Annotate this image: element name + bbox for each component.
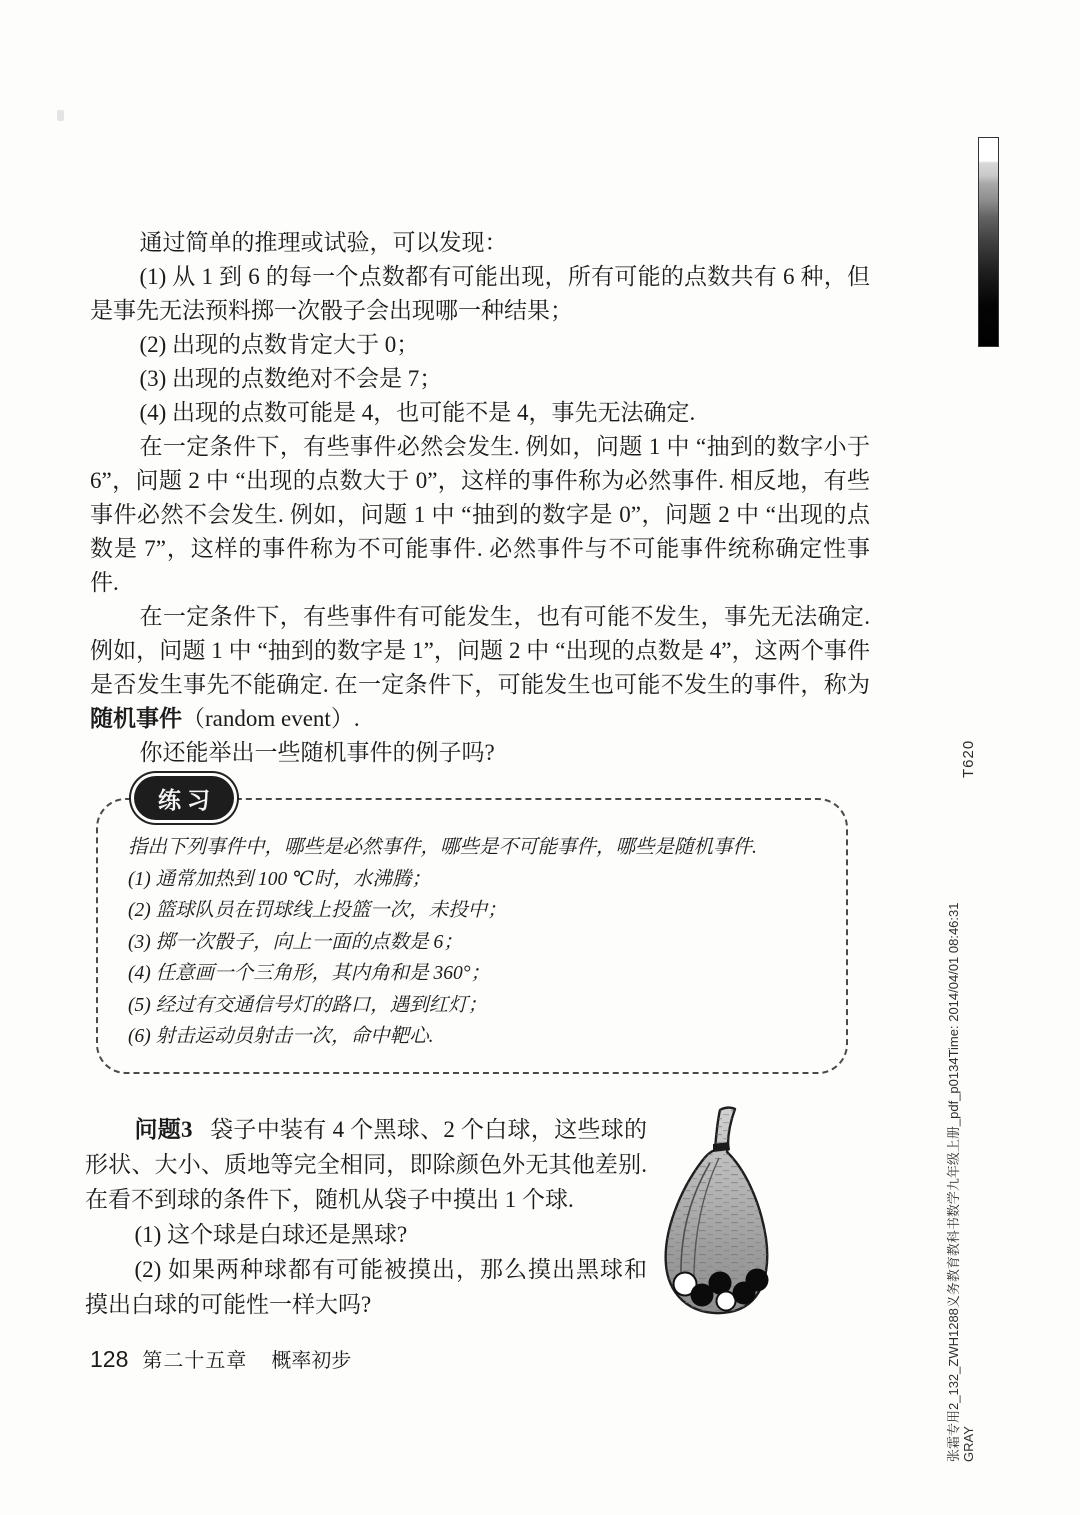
grayscale-calibration-bar: [978, 137, 999, 347]
practice-item-1: (1) 通常加热到 100 ℃时，水沸腾；: [128, 868, 431, 890]
practice-badge: 练习: [134, 776, 234, 820]
practice-content: [98, 800, 846, 1053]
random-events-paragraph: [90, 600, 870, 736]
margin-doc-code: T620: [960, 739, 977, 778]
certain-events-paragraph: 在一定条件下，有些事件必然会发生. 例如，问题 1 中 “抽到的数字小于 6”，问题 2 中 “出现的点数大于 0”，这样的事件称为必然事件. 相反地，有些事件必然不会发生. 例如，问题 1 中 “抽到的数字是 0”，问题 2 中 “出现的点数是 7”，这样的事件称为不可能事件. 必然事件与不可能事件统称确定性事件.: [90, 434, 870, 595]
problem3-label: 问题3: [134, 1117, 193, 1142]
problem3-question-1: (1) 这个球是白球还是黑球?: [134, 1222, 408, 1247]
scan-artifact: [57, 110, 64, 121]
random-paragraph-post: （random event）.: [182, 706, 360, 731]
intro-paragraph: 通过简单的推理或试验，可以发现：: [139, 230, 508, 255]
practice-item-2: (2) 篮球队员在罚球线上投篮一次，未投中；: [128, 900, 507, 921]
random-paragraph-pre: 在一定条件下，有些事件有可能发生，也有可能不发生，事先无法确定. 例如，问题 1 中 “抽到的数字是 1”，问题 2 中 “出现的点数是 4”，这两个事件是否发生事先不能确定. 在一定条件下，可能发生也可能不发生的事件，称为: [90, 604, 870, 697]
closing-question: 你还能举出一些随机事件的例子吗?: [139, 740, 495, 765]
problem3-question-2: (2) 如果两种球都有可能被摸出，那么摸出黑球和摸出白球的可能性一样大吗?: [85, 1257, 647, 1317]
page-number: 128: [90, 1346, 129, 1372]
problem3-section: [85, 1112, 647, 1322]
practice-item-3: (3) 掷一次骰子，向上一面的点数是 6；: [128, 931, 463, 953]
bag-of-balls-illustration: [650, 1100, 810, 1335]
problem3-body: 袋子中装有 4 个黑球、2 个白球，这些球的形状、大小、质地等完全相同，即除颜色外无其他差别. 在看不到球的条件下，随机从袋子中摸出 1 个球.: [85, 1117, 648, 1212]
main-text-column: [90, 226, 870, 770]
random-event-term: 随机事件: [90, 706, 182, 731]
finding-3: (3) 出现的点数绝对不会是 7；: [139, 366, 443, 391]
practice-box: [96, 787, 848, 1074]
finding-1: (1) 从 1 到 6 的每一个点数都有可能出现，所有可能的点数共有 6 种，但是事先无法预料掷一次骰子会出现哪一种结果；: [90, 264, 870, 323]
practice-item-5: (5) 经过有交通信号灯的路口，遇到红灯；: [128, 994, 488, 1016]
practice-prompt: 指出下列事件中，哪些是必然事件，哪些是不可能事件，哪些是随机事件.: [128, 837, 757, 858]
practice-item-6: (6) 射击运动员射击一次，命中靶心.: [128, 1026, 434, 1047]
watermark-line-2: GRAY: [961, 1426, 976, 1462]
finding-4: (4) 出现的点数可能是 4，也可能不是 4，事先无法确定.: [139, 400, 696, 425]
chapter-label: 第二十五章: [142, 1350, 248, 1372]
margin-watermark: [946, 903, 976, 1463]
problem3-paragraph: [85, 1112, 647, 1217]
chapter-title: 概率初步: [271, 1350, 352, 1372]
practice-item-4: (4) 任意画一个三角形，其内角和是 360°；: [128, 963, 491, 984]
page-footer: [90, 1344, 351, 1373]
watermark-line-1: 张霜专用2_132_ZWH1288义务教育教科书数学九年级上册_pdf_p0134Time: 2014/04/01 08:46:31: [946, 902, 961, 1462]
finding-2: (2) 出现的点数肯定大于 0；: [139, 332, 420, 357]
black-ball: [746, 1269, 769, 1292]
